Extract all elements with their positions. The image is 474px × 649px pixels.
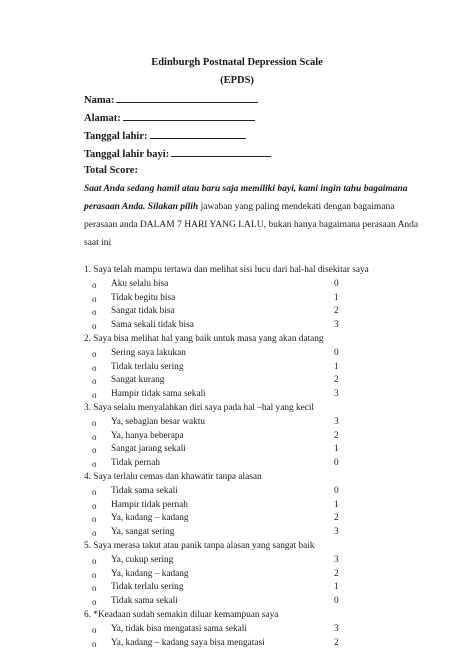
question-2-option-1-label[interactable]: Sering saya lakukan xyxy=(111,347,186,358)
question-4-option-4-label[interactable]: Ya, sangat sering xyxy=(111,527,175,538)
question-3-option-4-label[interactable]: Tidak pernah xyxy=(111,458,160,469)
option-bullet-icon[interactable]: o xyxy=(92,362,97,373)
question-6-text: 6. *Keadaan sudah semakin diluar kemampuan saya xyxy=(84,610,279,620)
alamat-field[interactable] xyxy=(84,111,255,124)
tanggal-lahir-field[interactable] xyxy=(84,129,246,142)
question-4-option-3-label[interactable]: Ya, kadang – kadang xyxy=(111,513,189,524)
tanggal-lahir-label: Tanggal lahir: xyxy=(84,131,148,142)
question-3-option-1-label[interactable]: Ya, sebagian besar waktu xyxy=(111,416,206,427)
option-bullet-icon[interactable]: o xyxy=(92,500,97,511)
option-bullet-icon[interactable]: o xyxy=(92,376,97,387)
document-title: Edinburgh Postnatal Depression Scale xyxy=(151,57,323,68)
question-1-option-2-label[interactable]: Tidak begitu bisa xyxy=(111,292,176,303)
question-6-option-2-label[interactable]: Ya, kadang – kadang saya bisa mengatasi xyxy=(111,637,265,648)
question-5-option-3-score: 1 xyxy=(334,582,339,593)
option-bullet-icon[interactable]: o xyxy=(92,321,97,332)
question-4-option-2-score: 1 xyxy=(334,499,339,510)
option-bullet-icon[interactable]: o xyxy=(92,583,97,594)
option-bullet-icon[interactable]: o xyxy=(92,307,97,318)
question-1-option-3-score: 2 xyxy=(334,306,339,317)
question-1-option-4-label[interactable]: Sama sekali tidak bisa xyxy=(111,320,194,331)
tanggal-lahir-bayi-field[interactable] xyxy=(84,147,271,160)
intro-line-1: Saat Anda sedang hamil atau baru saja memiliki bayi, kami ingin tahu bagaimana xyxy=(84,184,408,194)
question-4-option-1-label[interactable]: Tidak sama sekali xyxy=(111,485,178,496)
question-1-text: 1. Saya telah mampu tertawa dan melihat sisi lucu dari hal-hal disekitar saya xyxy=(84,265,369,275)
intro-line-3: perasaan anda DALAM 7 HARI YANG LALU, bukan hanya bagaimana perasaan Anda xyxy=(84,220,419,230)
question-6-option-1-label[interactable]: Ya, tidak bisa mengatasi sama sekali xyxy=(111,623,247,634)
question-5-text: 5. Saya merasa takut atau panik tanpa alasan yang sangat baik xyxy=(84,541,315,551)
option-bullet-icon[interactable]: o xyxy=(92,624,97,635)
question-5-option-1-score: 3 xyxy=(334,554,339,565)
option-bullet-icon[interactable]: o xyxy=(92,348,97,359)
question-5-option-2-score: 2 xyxy=(334,568,339,579)
nama-blank-line[interactable] xyxy=(116,93,258,103)
question-4-option-4-score: 3 xyxy=(334,527,339,538)
question-2-option-3-score: 2 xyxy=(334,375,339,386)
question-5-option-1-label[interactable]: Ya, cukup sering xyxy=(111,554,174,565)
question-4-option-3-score: 2 xyxy=(334,513,339,524)
question-2-option-3-label[interactable]: Sangat kurang xyxy=(111,375,165,386)
question-2-option-2-score: 1 xyxy=(334,361,339,372)
option-bullet-icon[interactable]: o xyxy=(92,293,97,304)
option-bullet-icon[interactable]: o xyxy=(92,445,97,456)
question-4-option-2-label[interactable]: Hampir tidak pernah xyxy=(111,499,188,510)
option-bullet-icon[interactable]: o xyxy=(92,431,97,442)
option-bullet-icon[interactable]: o xyxy=(92,390,97,401)
question-5-option-2-label[interactable]: Ya, kadang – kadang xyxy=(111,568,189,579)
question-4-option-1-score: 0 xyxy=(334,485,339,496)
question-2-option-1-score: 0 xyxy=(334,347,339,358)
question-5-option-4-score: 0 xyxy=(334,596,339,607)
total-score-label: Total Score: xyxy=(84,165,138,176)
tanggal-lahir-blank-line[interactable] xyxy=(150,129,246,139)
question-3-option-2-label[interactable]: Ya, hanya beberapa xyxy=(111,430,184,441)
question-3-option-1-score: 3 xyxy=(334,416,339,427)
option-bullet-icon[interactable]: o xyxy=(92,514,97,525)
question-2-option-4-score: 3 xyxy=(334,389,339,400)
alamat-blank-line[interactable] xyxy=(123,111,255,121)
option-bullet-icon[interactable]: o xyxy=(92,638,97,649)
question-3-option-4-score: 0 xyxy=(334,458,339,469)
nama-label: Nama: xyxy=(84,95,115,106)
question-2-option-2-label[interactable]: Tidak terlalu sering xyxy=(111,361,184,372)
option-bullet-icon[interactable]: o xyxy=(92,486,97,497)
question-3-option-3-label[interactable]: Sangat jarang sekali xyxy=(111,444,186,455)
option-bullet-icon[interactable]: o xyxy=(92,528,97,539)
question-2-text: 2. Saya bisa melihat hal yang baik untuk masa yang akan datang xyxy=(84,334,324,344)
option-bullet-icon[interactable]: o xyxy=(92,569,97,580)
option-bullet-icon[interactable]: o xyxy=(92,555,97,566)
nama-field[interactable] xyxy=(84,93,258,106)
document-subtitle: (EPDS) xyxy=(220,75,254,86)
question-1-option-2-score: 1 xyxy=(334,292,339,303)
question-4-text: 4. Saya terlalu cemas dan khawatir tanpa alasan xyxy=(84,472,262,482)
question-1-option-4-score: 3 xyxy=(334,320,339,331)
question-6-option-1-score: 3 xyxy=(334,623,339,634)
tanggal-lahir-bayi-blank-line[interactable] xyxy=(171,147,271,157)
question-5-option-4-label[interactable]: Tidak sama sekali xyxy=(111,596,178,607)
alamat-label: Alamat: xyxy=(84,113,121,124)
option-bullet-icon[interactable]: o xyxy=(92,417,97,428)
intro-line-2: perasaan Anda. Silakan pilih jawaban yang paling mendekati dengan bagaimana xyxy=(84,202,395,212)
question-3-text: 3. Saya selalu menyalahkan diri saya pada hal –hal yang kecil xyxy=(84,403,315,413)
question-1-option-1-score: 0 xyxy=(334,278,339,289)
question-1-option-3-label[interactable]: Sangat tidak bisa xyxy=(111,306,175,317)
option-bullet-icon[interactable]: o xyxy=(92,279,97,290)
question-3-option-2-score: 2 xyxy=(334,430,339,441)
question-3-option-3-score: 1 xyxy=(334,444,339,455)
intro-line-4: saat ini xyxy=(84,238,112,248)
tanggal-lahir-bayi-label: Tanggal lahir bayi: xyxy=(84,149,170,160)
question-1-option-1-label[interactable]: Aku selalu bisa xyxy=(111,278,169,289)
option-bullet-icon[interactable]: o xyxy=(92,459,97,470)
question-6-option-2-score: 2 xyxy=(334,637,339,648)
question-5-option-3-label[interactable]: Tidak terlalu sering xyxy=(111,582,184,593)
option-bullet-icon[interactable]: o xyxy=(92,597,97,608)
question-2-option-4-label[interactable]: Hampir tidak sama sekali xyxy=(111,389,206,400)
